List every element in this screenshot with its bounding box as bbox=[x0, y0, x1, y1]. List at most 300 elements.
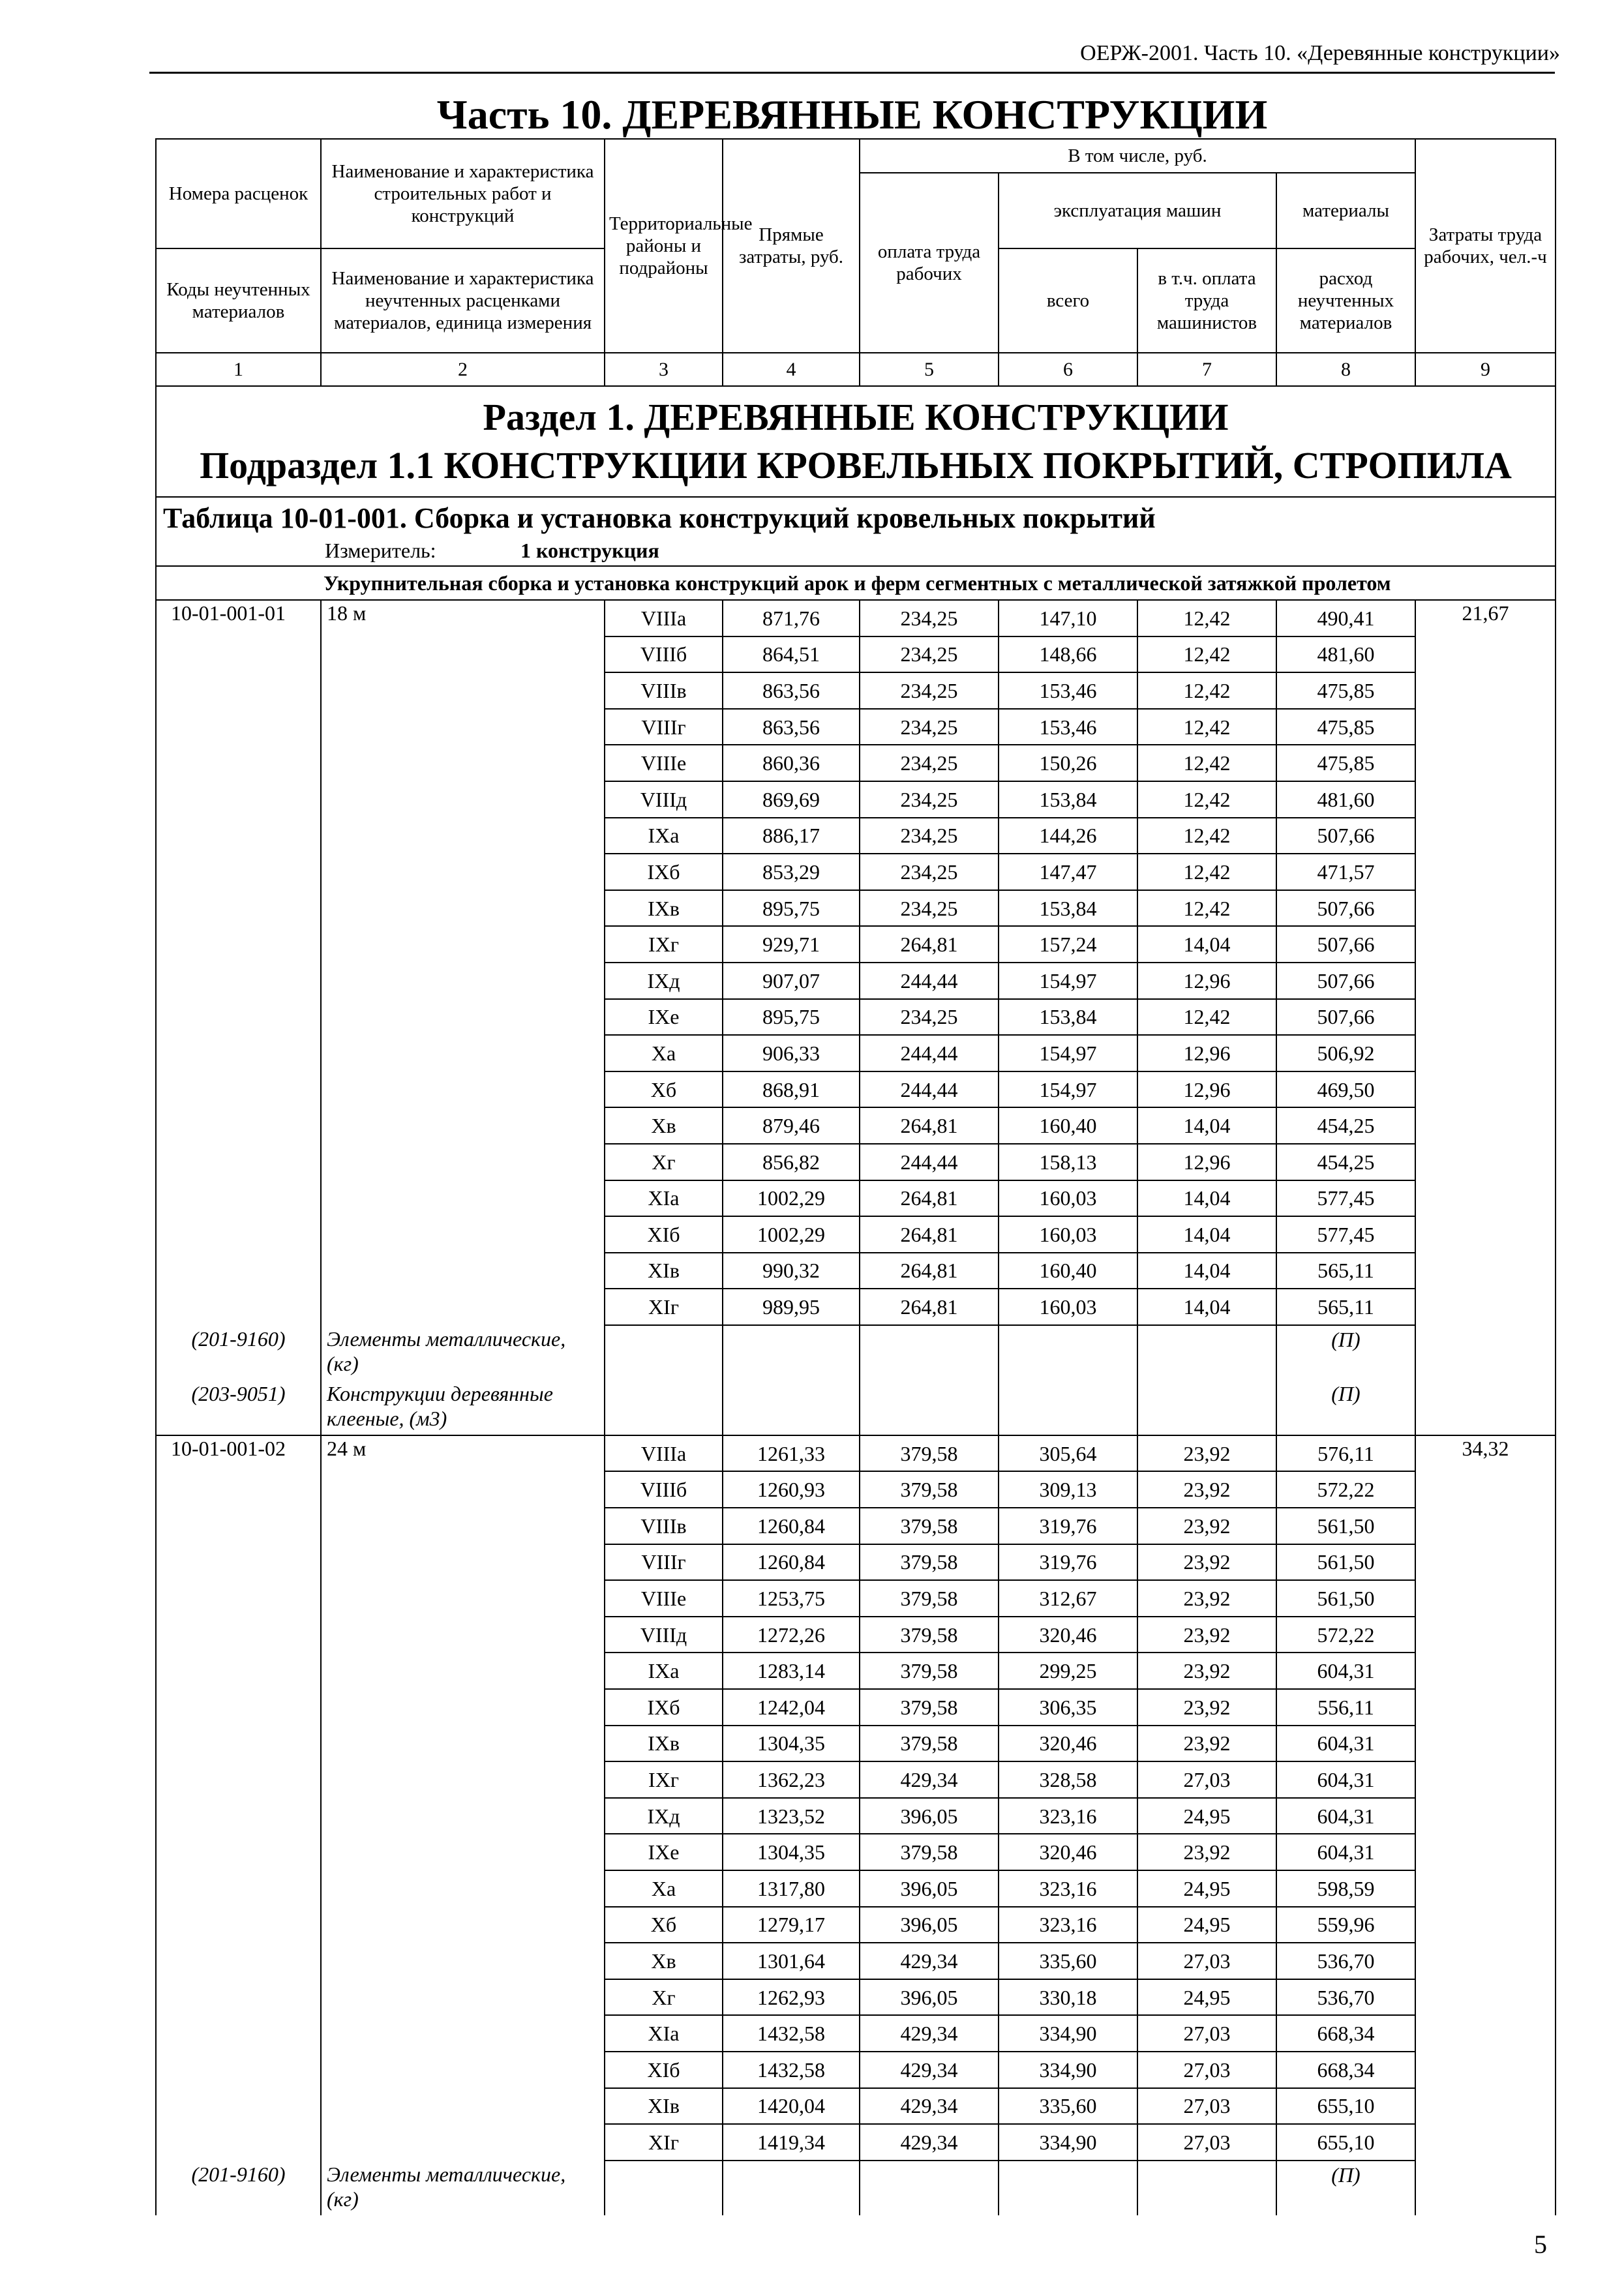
rate-row bbox=[156, 1653, 1556, 1689]
materials-cell: 536,70 bbox=[1276, 1979, 1415, 2016]
materials-cell: 668,34 bbox=[1276, 2015, 1415, 2052]
table-cell bbox=[1137, 1380, 1276, 1435]
table-title: Таблица 10-01-001. Сборка и установка конструкций кровельных покрытий bbox=[156, 497, 1556, 538]
table-cell bbox=[321, 709, 605, 745]
table-cell bbox=[321, 1144, 605, 1180]
labor-pay-cell: 244,44 bbox=[860, 1144, 999, 1180]
table-cell bbox=[1415, 709, 1556, 745]
direct-cost-cell: 1304,35 bbox=[723, 1834, 860, 1870]
machines-total-cell: 320,46 bbox=[999, 1726, 1137, 1762]
machines-total-cell: 147,47 bbox=[999, 854, 1137, 890]
materials-cell: 565,11 bbox=[1276, 1253, 1415, 1289]
machinist-pay-cell: 12,96 bbox=[1137, 1071, 1276, 1108]
table-cell bbox=[321, 1216, 605, 1253]
materials-cell: 471,57 bbox=[1276, 854, 1415, 890]
table-cell bbox=[156, 1107, 321, 1144]
direct-cost-cell: 1301,64 bbox=[723, 1943, 860, 1979]
rate-row bbox=[156, 2124, 1556, 2161]
table-cell bbox=[1415, 1689, 1556, 1726]
machines-total-cell: 312,67 bbox=[999, 1580, 1137, 1617]
machines-total-cell: 335,60 bbox=[999, 2088, 1137, 2125]
table-cell bbox=[156, 1979, 321, 2016]
table-cell bbox=[156, 709, 321, 745]
table-cell bbox=[156, 2052, 321, 2088]
region-cell: IXа bbox=[605, 818, 723, 854]
rates-data bbox=[156, 600, 1556, 2215]
materials-cell: 668,34 bbox=[1276, 2052, 1415, 2088]
direct-cost-cell: 868,91 bbox=[723, 1071, 860, 1108]
table-cell bbox=[1415, 1943, 1556, 1979]
table-cell bbox=[321, 745, 605, 781]
labor-pay-cell: 234,25 bbox=[860, 890, 999, 927]
region-cell: XIв bbox=[605, 1253, 723, 1289]
table-cell bbox=[156, 1289, 321, 1325]
table-cell bbox=[156, 1544, 321, 1581]
column-number: 4 bbox=[723, 353, 860, 386]
including-header: В том числе, руб. bbox=[860, 139, 1415, 173]
machines-total-cell: 160,03 bbox=[999, 1180, 1137, 1217]
rate-row bbox=[156, 1907, 1556, 1943]
material-code: (201-9160) bbox=[156, 1325, 321, 1380]
materials-cell: 469,50 bbox=[1276, 1071, 1415, 1108]
labor-pay-cell: 234,25 bbox=[860, 818, 999, 854]
table-cell bbox=[321, 890, 605, 927]
table-cell bbox=[321, 781, 605, 818]
direct-cost-cell: 895,75 bbox=[723, 890, 860, 927]
table-cell bbox=[321, 1289, 605, 1325]
table-cell bbox=[1415, 999, 1556, 1036]
machines-total-cell: 154,97 bbox=[999, 1035, 1137, 1071]
table-cell bbox=[156, 1071, 321, 1108]
table-cell bbox=[321, 1726, 605, 1762]
region-cell: IXг bbox=[605, 1761, 723, 1798]
region-cell: VIIIд bbox=[605, 1617, 723, 1653]
rate-row bbox=[156, 745, 1556, 781]
labor-pay-cell: 234,25 bbox=[860, 854, 999, 890]
machines-header: эксплуатация машин bbox=[999, 173, 1276, 248]
labor-pay-cell: 429,34 bbox=[860, 2015, 999, 2052]
material-value: (П) bbox=[1276, 1325, 1415, 1380]
labor-pay-cell: 264,81 bbox=[860, 926, 999, 963]
labor-pay-cell: 379,58 bbox=[860, 1834, 999, 1870]
machines-total-cell: 160,03 bbox=[999, 1216, 1137, 1253]
labor-pay-cell: 264,81 bbox=[860, 1289, 999, 1325]
table-cell bbox=[1415, 1580, 1556, 1617]
direct-cost-cell: 879,46 bbox=[723, 1107, 860, 1144]
labor-pay-cell: 379,58 bbox=[860, 1508, 999, 1544]
region-cell: VIIIб bbox=[605, 1471, 723, 1508]
region-cell: XIа bbox=[605, 1180, 723, 1217]
table-cell bbox=[156, 2124, 321, 2161]
machinist-pay-cell: 12,42 bbox=[1137, 672, 1276, 709]
measure-value: 1 конструкция bbox=[520, 539, 659, 562]
rates-table bbox=[155, 138, 1556, 2215]
table-cell bbox=[1415, 745, 1556, 781]
region-cell: Xв bbox=[605, 1107, 723, 1144]
table-cell bbox=[860, 1325, 999, 1380]
labor-pay-cell: 244,44 bbox=[860, 1071, 999, 1108]
labor-pay-cell: 379,58 bbox=[860, 1653, 999, 1689]
table-cell bbox=[321, 926, 605, 963]
labor-pay-cell: 264,81 bbox=[860, 1253, 999, 1289]
table-cell bbox=[156, 999, 321, 1036]
col5-header: оплата труда рабочих bbox=[860, 173, 999, 353]
table-cell bbox=[1415, 963, 1556, 999]
column-number: 9 bbox=[1415, 353, 1556, 386]
rate-row bbox=[156, 1979, 1556, 2016]
region-cell: VIIIа bbox=[605, 1435, 723, 1472]
direct-cost-cell: 895,75 bbox=[723, 999, 860, 1036]
materials-cell: 576,11 bbox=[1276, 1435, 1415, 1472]
table-cell bbox=[1415, 1653, 1556, 1689]
machines-total-cell: 323,16 bbox=[999, 1798, 1137, 1834]
labor-pay-cell: 379,58 bbox=[860, 1471, 999, 1508]
table-cell bbox=[156, 1870, 321, 1907]
table-cell bbox=[321, 636, 605, 673]
table-cell bbox=[156, 854, 321, 890]
materials-cell: 475,85 bbox=[1276, 672, 1415, 709]
table-cell bbox=[156, 1471, 321, 1508]
materials-cell: 507,66 bbox=[1276, 999, 1415, 1036]
table-cell bbox=[156, 1907, 321, 1943]
table-cell bbox=[999, 1380, 1137, 1435]
col7-header: в т.ч. оплата труда машинистов bbox=[1137, 248, 1276, 353]
region-cell: VIIIе bbox=[605, 1580, 723, 1617]
region-cell: XIа bbox=[605, 2015, 723, 2052]
table-cell bbox=[156, 2088, 321, 2125]
machines-total-cell: 309,13 bbox=[999, 1471, 1137, 1508]
table-cell bbox=[1415, 1907, 1556, 1943]
direct-cost-cell: 860,36 bbox=[723, 745, 860, 781]
direct-cost-cell: 1419,34 bbox=[723, 2124, 860, 2161]
region-cell: IXд bbox=[605, 963, 723, 999]
table-cell bbox=[321, 1253, 605, 1289]
table-cell bbox=[1415, 1325, 1556, 1380]
table-cell bbox=[156, 1943, 321, 1979]
direct-cost-cell: 1260,84 bbox=[723, 1508, 860, 1544]
direct-cost-cell: 1323,52 bbox=[723, 1798, 860, 1834]
materials-cell: 507,66 bbox=[1276, 890, 1415, 927]
rate-row bbox=[156, 1071, 1556, 1108]
material-row bbox=[156, 2161, 1556, 2215]
machinist-pay-cell: 27,03 bbox=[1137, 2124, 1276, 2161]
labor-pay-cell: 429,34 bbox=[860, 2052, 999, 2088]
direct-cost-cell: 1002,29 bbox=[723, 1216, 860, 1253]
material-row bbox=[156, 1380, 1556, 1435]
col6-header: всего bbox=[999, 248, 1137, 353]
table-cell bbox=[321, 1870, 605, 1907]
region-cell: IXв bbox=[605, 1726, 723, 1762]
machinist-pay-cell: 12,42 bbox=[1137, 818, 1276, 854]
table-cell bbox=[156, 963, 321, 999]
labor-pay-cell: 244,44 bbox=[860, 963, 999, 999]
machines-total-cell: 323,16 bbox=[999, 1907, 1137, 1943]
col1-header-top: Номера расценок bbox=[156, 139, 321, 248]
direct-cost-cell: 1283,14 bbox=[723, 1653, 860, 1689]
labor-pay-cell: 396,05 bbox=[860, 1979, 999, 2016]
column-number: 6 bbox=[999, 353, 1137, 386]
table-cell bbox=[1415, 2124, 1556, 2161]
machinist-pay-cell: 23,92 bbox=[1137, 1834, 1276, 1870]
machinist-pay-cell: 23,92 bbox=[1137, 1726, 1276, 1762]
machines-total-cell: 328,58 bbox=[999, 1761, 1137, 1798]
table-cell bbox=[1415, 2088, 1556, 2125]
table-cell bbox=[1137, 2161, 1276, 2215]
table-cell bbox=[156, 781, 321, 818]
machinist-pay-cell: 14,04 bbox=[1137, 1107, 1276, 1144]
rate-row bbox=[156, 1870, 1556, 1907]
machinist-pay-cell: 14,04 bbox=[1137, 1253, 1276, 1289]
table-cell bbox=[999, 2161, 1137, 2215]
rate-row bbox=[156, 1761, 1556, 1798]
table-cell bbox=[321, 1943, 605, 1979]
machines-total-cell: 153,84 bbox=[999, 781, 1137, 818]
column-number: 8 bbox=[1276, 353, 1415, 386]
machinist-pay-cell: 12,96 bbox=[1137, 963, 1276, 999]
subsection-title: Подраздел 1.1 КОНСТРУКЦИИ КРОВЕЛЬНЫХ ПОКРЫТИЙ, СТРОПИЛА bbox=[200, 444, 1512, 486]
table-cell bbox=[605, 2161, 723, 2215]
materials-cell: 475,85 bbox=[1276, 745, 1415, 781]
table-cell bbox=[723, 1325, 860, 1380]
labor-pay-cell: 429,34 bbox=[860, 2088, 999, 2125]
table-cell bbox=[321, 1798, 605, 1834]
region-cell: VIIIе bbox=[605, 745, 723, 781]
labor-pay-cell: 396,05 bbox=[860, 1870, 999, 1907]
table-cell bbox=[860, 2161, 999, 2215]
machines-total-cell: 335,60 bbox=[999, 1943, 1137, 1979]
table-cell bbox=[1415, 1289, 1556, 1325]
table-cell bbox=[1415, 818, 1556, 854]
machines-total-cell: 157,24 bbox=[999, 926, 1137, 963]
col1-header-bottom: Коды неучтенных материалов bbox=[156, 248, 321, 353]
rate-row bbox=[156, 1834, 1556, 1870]
materials-cell: 536,70 bbox=[1276, 1943, 1415, 1979]
labor-pay-cell: 234,25 bbox=[860, 999, 999, 1036]
direct-cost-cell: 1262,93 bbox=[723, 1979, 860, 2016]
region-cell: Xв bbox=[605, 1943, 723, 1979]
table-cell bbox=[321, 1653, 605, 1689]
labor-pay-cell: 234,25 bbox=[860, 781, 999, 818]
machines-total-cell: 305,64 bbox=[999, 1435, 1137, 1472]
rate-row bbox=[156, 672, 1556, 709]
region-cell: Xг bbox=[605, 1979, 723, 2016]
labor-pay-cell: 234,25 bbox=[860, 600, 999, 636]
materials-cell: 572,22 bbox=[1276, 1617, 1415, 1653]
table-cell bbox=[321, 672, 605, 709]
region-cell: VIIIв bbox=[605, 1508, 723, 1544]
page-number: 5 bbox=[1534, 2230, 1547, 2259]
direct-cost-cell: 863,56 bbox=[723, 709, 860, 745]
material-name: Элементы металлические, (кг) bbox=[321, 2161, 605, 2215]
region-cell: IXа bbox=[605, 1653, 723, 1689]
table-cell bbox=[605, 1325, 723, 1380]
labor-pay-cell: 234,25 bbox=[860, 672, 999, 709]
machinist-pay-cell: 12,42 bbox=[1137, 709, 1276, 745]
materials-cell: 655,10 bbox=[1276, 2124, 1415, 2161]
table-cell bbox=[1415, 1144, 1556, 1180]
machines-total-cell: 153,84 bbox=[999, 999, 1137, 1036]
material-name: Конструкции деревянные клееные, (м3) bbox=[321, 1380, 605, 1435]
table-cell bbox=[156, 890, 321, 927]
rate-row bbox=[156, 2088, 1556, 2125]
table-cell bbox=[321, 1471, 605, 1508]
direct-cost-cell: 1304,35 bbox=[723, 1726, 860, 1762]
direct-cost-cell: 1420,04 bbox=[723, 2088, 860, 2125]
labor-pay-cell: 264,81 bbox=[860, 1107, 999, 1144]
labor-pay-cell: 244,44 bbox=[860, 1035, 999, 1071]
materials-cell: 598,59 bbox=[1276, 1870, 1415, 1907]
table-cell bbox=[156, 1834, 321, 1870]
table-cell bbox=[321, 963, 605, 999]
machines-total-cell: 147,10 bbox=[999, 600, 1137, 636]
machines-total-cell: 153,46 bbox=[999, 672, 1137, 709]
region-cell: XIб bbox=[605, 2052, 723, 2088]
region-cell: VIIIд bbox=[605, 781, 723, 818]
rate-row bbox=[156, 1798, 1556, 1834]
materials-cell: 604,31 bbox=[1276, 1834, 1415, 1870]
region-cell: IXе bbox=[605, 1834, 723, 1870]
rate-row bbox=[156, 1435, 1556, 1472]
col4-header: Прямые затраты, руб. bbox=[723, 139, 860, 353]
material-row bbox=[156, 1325, 1556, 1380]
machines-total-cell: 320,46 bbox=[999, 1617, 1137, 1653]
direct-cost-cell: 1432,58 bbox=[723, 2015, 860, 2052]
table-cell bbox=[156, 1617, 321, 1653]
table-cell bbox=[321, 1834, 605, 1870]
region-cell: XIг bbox=[605, 1289, 723, 1325]
table-cell bbox=[1415, 781, 1556, 818]
region-cell: VIIIа bbox=[605, 600, 723, 636]
rate-row bbox=[156, 1726, 1556, 1762]
table-cell bbox=[156, 1144, 321, 1180]
table-cell bbox=[156, 926, 321, 963]
measure-label: Измеритель: bbox=[325, 539, 436, 562]
materials-cell: 565,11 bbox=[1276, 1289, 1415, 1325]
table-cell bbox=[1415, 1253, 1556, 1289]
machines-total-cell: 306,35 bbox=[999, 1689, 1137, 1726]
direct-cost-cell: 871,76 bbox=[723, 600, 860, 636]
region-cell: VIIIг bbox=[605, 1544, 723, 1581]
machinist-pay-cell: 12,42 bbox=[1137, 890, 1276, 927]
work-subheading: Укрупнительная сборка и установка конструкций арок и ферм сегментных с металлической затяжкой пролетом bbox=[321, 566, 1556, 600]
materials-cell: 577,45 bbox=[1276, 1180, 1415, 1217]
header-rule bbox=[149, 72, 1555, 74]
region-cell: VIIIб bbox=[605, 636, 723, 673]
direct-cost-cell: 1261,33 bbox=[723, 1435, 860, 1472]
table-cell bbox=[156, 1653, 321, 1689]
direct-cost-cell: 1002,29 bbox=[723, 1180, 860, 1217]
rate-row bbox=[156, 1253, 1556, 1289]
table-cell bbox=[1415, 2015, 1556, 2052]
table-cell bbox=[321, 1907, 605, 1943]
table-cell bbox=[1137, 1325, 1276, 1380]
direct-cost-cell: 1317,80 bbox=[723, 1870, 860, 1907]
rate-code: 10-01-001-02 bbox=[156, 1435, 321, 1472]
direct-cost-cell: 906,33 bbox=[723, 1035, 860, 1071]
table-cell bbox=[1415, 1508, 1556, 1544]
region-cell: Xб bbox=[605, 1907, 723, 1943]
machines-total-cell: 154,97 bbox=[999, 963, 1137, 999]
machinist-pay-cell: 27,03 bbox=[1137, 1943, 1276, 1979]
rate-row bbox=[156, 1144, 1556, 1180]
table-cell bbox=[1415, 1035, 1556, 1071]
rate-row bbox=[156, 600, 1556, 636]
region-cell: IXе bbox=[605, 999, 723, 1036]
table-cell bbox=[1415, 636, 1556, 673]
labor-pay-cell: 396,05 bbox=[860, 1798, 999, 1834]
direct-cost-cell: 1260,84 bbox=[723, 1544, 860, 1581]
machinist-pay-cell: 27,03 bbox=[1137, 2052, 1276, 2088]
rate-row bbox=[156, 1107, 1556, 1144]
materials-cell: 490,41 bbox=[1276, 600, 1415, 636]
machines-total-cell: 158,13 bbox=[999, 1144, 1137, 1180]
rate-row bbox=[156, 890, 1556, 927]
machines-total-cell: 153,46 bbox=[999, 709, 1137, 745]
table-cell bbox=[999, 1325, 1137, 1380]
table-cell bbox=[605, 1380, 723, 1435]
machinist-pay-cell: 14,04 bbox=[1137, 1180, 1276, 1217]
machines-total-cell: 160,40 bbox=[999, 1107, 1137, 1144]
section-heading bbox=[156, 386, 1556, 497]
materials-cell: 507,66 bbox=[1276, 818, 1415, 854]
machines-total-cell: 160,03 bbox=[999, 1289, 1137, 1325]
rate-row bbox=[156, 2015, 1556, 2052]
materials-cell: 604,31 bbox=[1276, 1653, 1415, 1689]
machinist-pay-cell: 24,95 bbox=[1137, 1870, 1276, 1907]
machinist-pay-cell: 12,42 bbox=[1137, 600, 1276, 636]
table-cell bbox=[1415, 854, 1556, 890]
materials-cell: 556,11 bbox=[1276, 1689, 1415, 1726]
column-number: 7 bbox=[1137, 353, 1276, 386]
material-name: Элементы металлические, (кг) bbox=[321, 1325, 605, 1380]
machinist-pay-cell: 23,92 bbox=[1137, 1435, 1276, 1472]
direct-cost-cell: 869,69 bbox=[723, 781, 860, 818]
table-cell bbox=[321, 818, 605, 854]
rate-row bbox=[156, 709, 1556, 745]
labor-pay-cell: 379,58 bbox=[860, 1617, 999, 1653]
direct-cost-cell: 989,95 bbox=[723, 1289, 860, 1325]
materials-cell: 604,31 bbox=[1276, 1726, 1415, 1762]
labor-pay-cell: 429,34 bbox=[860, 1943, 999, 1979]
direct-cost-cell: 990,32 bbox=[723, 1253, 860, 1289]
machines-total-cell: 334,90 bbox=[999, 2124, 1137, 2161]
table-cell bbox=[1415, 672, 1556, 709]
table-cell bbox=[156, 1508, 321, 1544]
materials-cell: 561,50 bbox=[1276, 1544, 1415, 1581]
measure-row bbox=[156, 538, 1556, 566]
region-cell: IXд bbox=[605, 1798, 723, 1834]
table-cell bbox=[156, 1761, 321, 1798]
region-cell: Xг bbox=[605, 1144, 723, 1180]
table-cell bbox=[1415, 2052, 1556, 2088]
direct-cost-cell: 856,82 bbox=[723, 1144, 860, 1180]
region-cell: VIIIг bbox=[605, 709, 723, 745]
table-cell bbox=[1415, 1216, 1556, 1253]
labor-hours: 21,67 bbox=[1415, 600, 1556, 636]
table-cell bbox=[321, 1508, 605, 1544]
rate-row bbox=[156, 999, 1556, 1036]
machines-total-cell: 334,90 bbox=[999, 2015, 1137, 2052]
direct-cost-cell: 1362,23 bbox=[723, 1761, 860, 1798]
rate-row bbox=[156, 963, 1556, 999]
table-cell bbox=[156, 1216, 321, 1253]
table-cell bbox=[156, 1035, 321, 1071]
materials-cell: 454,25 bbox=[1276, 1107, 1415, 1144]
direct-cost-cell: 1272,26 bbox=[723, 1617, 860, 1653]
machines-total-cell: 150,26 bbox=[999, 745, 1137, 781]
labor-pay-cell: 396,05 bbox=[860, 1907, 999, 1943]
table-cell bbox=[1415, 1617, 1556, 1653]
